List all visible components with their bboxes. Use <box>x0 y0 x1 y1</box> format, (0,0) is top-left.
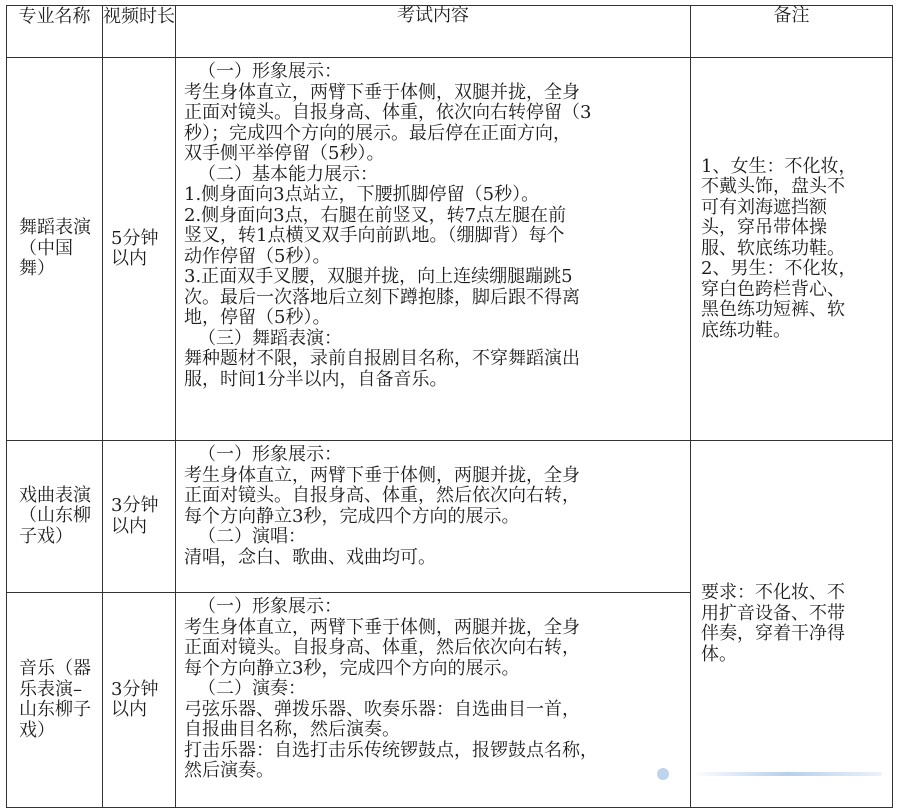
section-heading: （二）演奏： <box>198 678 306 699</box>
content-line: 每个方向静立3秒，完成四个方向的展示。 <box>184 505 520 527</box>
content-line: 双手侧平举停留（5秒）。 <box>184 143 385 164</box>
section-heading: （三）舞蹈表演： <box>198 327 342 349</box>
content-line: 次。最后一次落地后立刻下蹲抱膝，脚后跟不得离 <box>184 286 580 308</box>
header-duration: 视频时长 <box>103 6 176 58</box>
note-line: 不戴头饰，盘头不 <box>701 176 845 198</box>
content-line: 考生身体直立，两臂下垂于体侧，两腿并拢，全身 <box>184 616 580 638</box>
note-line: 体。 <box>701 643 737 665</box>
content-cell <box>176 58 691 441</box>
content-line: 秒）；完成四个方向的展示。最后停在正面方向， <box>184 122 571 144</box>
note-line: 头，穿吊带体操 <box>701 217 827 239</box>
content-line: 正面对镜头。自报身高、体重，依次向右转停留（3 <box>184 102 592 123</box>
header-notes: 备注 <box>691 6 893 58</box>
note-line: 底练功鞋。 <box>701 319 791 341</box>
table-header-row <box>7 6 893 58</box>
section-heading: （一）形象展示： <box>198 61 342 82</box>
notes-cell <box>691 58 893 441</box>
content-line: 打击乐器：自选打击乐传统锣鼓点，报锣鼓点名称， <box>184 739 598 761</box>
duration-cell: 5分钟以内 <box>103 58 176 441</box>
content-line: 动作停留（5秒）。 <box>184 245 331 267</box>
shared-notes-cell <box>691 441 893 808</box>
content-cell <box>176 441 691 593</box>
note-line: 穿白色跨栏背心、 <box>701 278 845 300</box>
note-line: 用扩音设备、不带 <box>701 602 845 624</box>
content-line: 考生身体直立，两臂下垂于体侧，双腿并拢，全身 <box>184 81 580 103</box>
content-line: 2.侧身面向3点，右腿在前竖叉，转7点左腿在前 <box>184 204 567 226</box>
note-line: 2、男生：不化妆， <box>701 258 857 280</box>
content-line: 服，时间1分半以内，自备音乐。 <box>184 368 448 390</box>
content-line: 自报曲目名称，然后演奏。 <box>184 719 400 740</box>
content-line: 舞种题材不限，录前自报剧目名称，不穿舞蹈演出 <box>184 348 580 369</box>
note-line: 黑色练功短裤、软 <box>701 299 845 321</box>
header-content: 考试内容 <box>176 6 691 58</box>
content-line: 弓弦乐器、弹拨乐器、吹奏乐器：自选曲目一首， <box>184 698 580 720</box>
header-major: 专业名称 <box>7 6 103 58</box>
content-line: 3.正面双手叉腰，双腿并拢，向上连续绷腿蹦跳5 <box>184 266 573 287</box>
content-line: 考生身体直立，两臂下垂于体侧，两腿并拢，全身 <box>184 464 580 486</box>
content-line: 正面对镜头。自报身高、体重，然后依次向右转， <box>184 637 580 658</box>
content-line: 然后演奏。 <box>184 760 274 781</box>
table-row <box>7 58 893 441</box>
content-line: 地，停留（5秒）。 <box>184 307 331 328</box>
section-heading: （二）演唱： <box>198 526 306 547</box>
content-line: 清唱，念白、歌曲、戏曲均可。 <box>184 546 436 568</box>
duration-cell: 3分钟以内 <box>103 593 176 808</box>
section-heading: （一）形象展示： <box>198 444 342 465</box>
content-line: 正面对镜头。自报身高、体重，然后依次向右转， <box>184 485 580 506</box>
content-line: 1.侧身面向3点站立，下腰抓脚停留（5秒）。 <box>184 184 540 205</box>
note-line: 要求：不化妆、不 <box>701 582 845 603</box>
content-line: 竖叉，转1点横叉双手向前趴地。（绷脚背）每个 <box>184 225 565 246</box>
table-row <box>7 441 893 593</box>
content-line: 每个方向静立3秒，完成四个方向的展示。 <box>184 657 520 679</box>
major-cell: 戏曲表演（山东柳子戏） <box>7 441 103 593</box>
exam-requirements-table <box>6 5 893 808</box>
note-line: 伴奏，穿着干净得 <box>701 623 845 644</box>
note-line: 1、女生：不化妆， <box>701 155 857 177</box>
major-cell: 舞蹈表演（中国舞） <box>7 58 103 441</box>
content-cell <box>176 593 691 808</box>
duration-cell: 3分钟以内 <box>103 441 176 593</box>
section-heading: （一）形象展示： <box>198 596 342 617</box>
section-heading: （二）基本能力展示： <box>198 163 378 185</box>
major-cell: 音乐（器乐表演–山东柳子戏） <box>7 593 103 808</box>
note-line: 服、软底练功鞋。 <box>701 237 845 259</box>
note-line: 可有刘海遮挡额 <box>701 196 827 218</box>
